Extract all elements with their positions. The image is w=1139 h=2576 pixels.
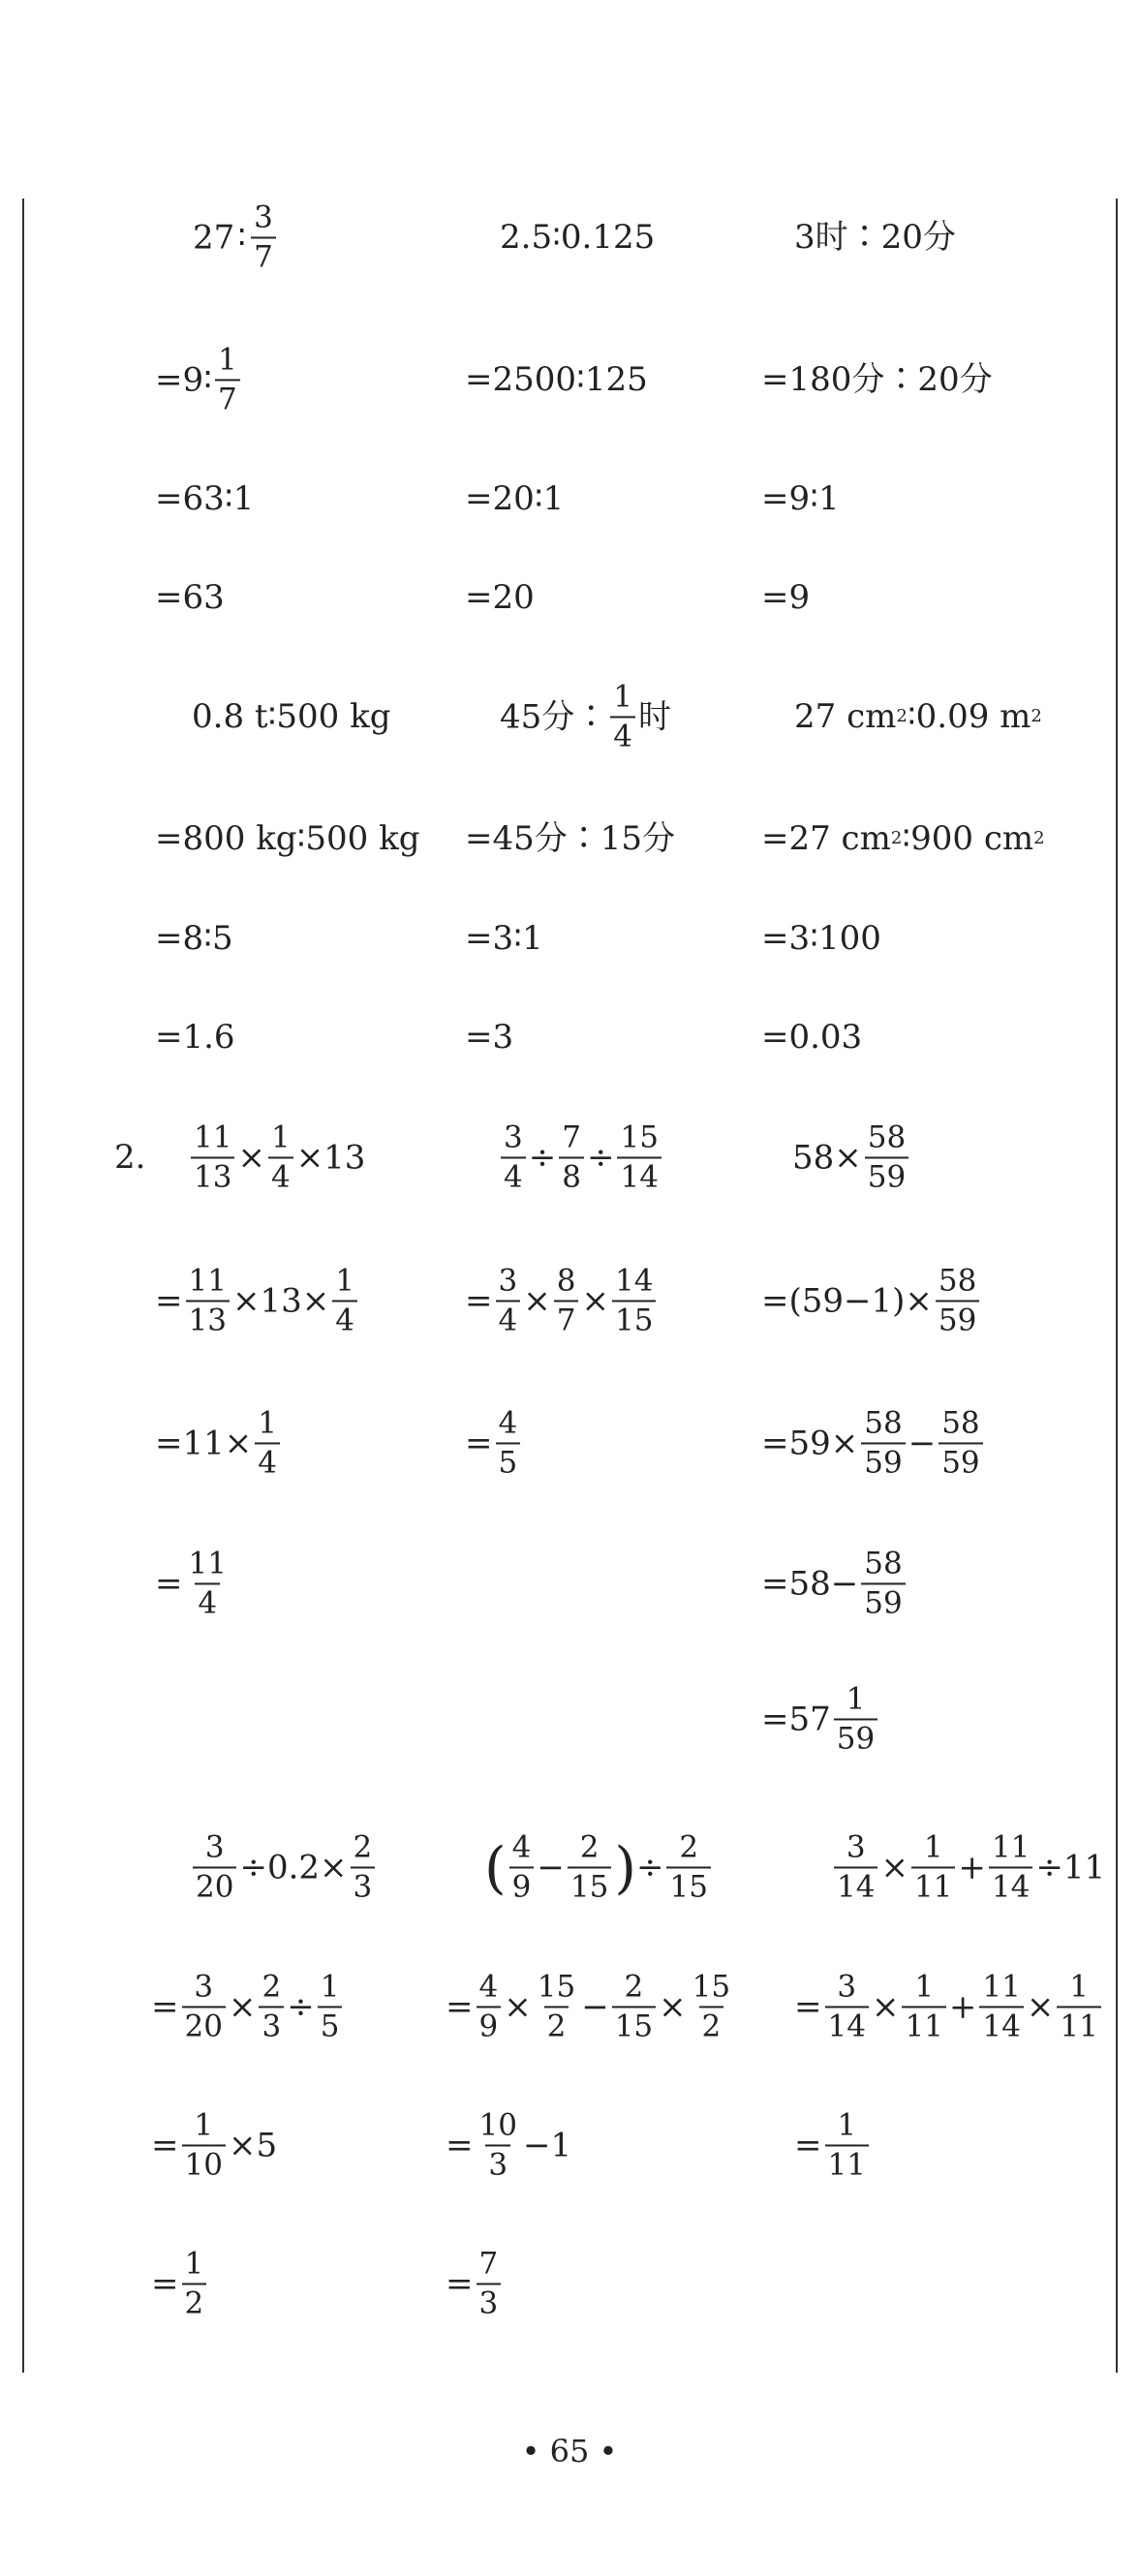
fraction: $\frac{1}{11}$ bbox=[825, 2109, 869, 2180]
result-ratio-1: =63 bbox=[155, 578, 225, 617]
expr-calc-3: 58× $\frac{58}{59}$ bbox=[792, 1121, 911, 1192]
fraction: $\frac{1}{4}$ bbox=[332, 1265, 357, 1335]
fraction: $\frac{58}{59}$ bbox=[936, 1265, 979, 1335]
step-calc-4-a: = $\frac{3}{20}$ × $\frac{2}{3}$ ÷ $\frac{1}{5}$ bbox=[151, 1971, 345, 2041]
fraction: $\frac{7}{3}$ bbox=[477, 2248, 502, 2318]
step-ratio-2-b: =20∶1 bbox=[465, 479, 565, 518]
fraction: $\frac{1}{4}$ bbox=[610, 681, 635, 751]
fraction: $\frac{3}{4}$ bbox=[496, 1265, 521, 1335]
fraction: $\frac{11}{13}$ bbox=[191, 1121, 234, 1192]
result-ratio-4: =1.6 bbox=[155, 1018, 235, 1057]
fraction: $\frac{2}{15}$ bbox=[666, 1831, 710, 1902]
step-ratio-3-a: =180分∶20分 bbox=[761, 360, 993, 399]
fraction: $\frac{58}{59}$ bbox=[861, 1407, 905, 1478]
fraction: $\frac{11}{4}$ bbox=[188, 1546, 227, 1620]
expr-calc-5: ( $\frac{4}{9}$ − $\frac{2}{15}$ ) ÷ $\frac{2}{15}$ bbox=[484, 1831, 714, 1902]
step-calc-3-b: =59× $\frac{58}{59}$ − $\frac{58}{59}$ bbox=[761, 1407, 986, 1478]
step-ratio-3-b: =9∶1 bbox=[761, 479, 840, 518]
question-number: 2. bbox=[114, 1138, 146, 1177]
fraction: $\frac{15}{2}$ bbox=[692, 1969, 731, 2043]
result-calc-3: =57 $\frac{1}{59}$ bbox=[761, 1683, 880, 1754]
left-margin-rule bbox=[22, 199, 24, 2373]
step-calc-4-b: = $\frac{1}{10}$ ×5 bbox=[151, 2107, 278, 2182]
result-calc-6: = $\frac{1}{11}$ bbox=[794, 2109, 872, 2180]
fraction: $\frac{11}{14}$ bbox=[979, 1971, 1023, 2041]
expr-calc-4: $\frac{3}{20}$ ÷0.2× $\frac{2}{3}$ bbox=[190, 1831, 378, 1902]
fraction: $\frac{2}{3}$ bbox=[259, 1971, 284, 2041]
fraction: $\frac{1}{11}$ bbox=[911, 1831, 955, 1902]
step-calc-1-b: =11× $\frac{1}{4}$ bbox=[155, 1407, 283, 1478]
fraction: $\frac{4}{5}$ bbox=[496, 1407, 521, 1478]
expr-ratio-2: 2.5∶0.125 bbox=[500, 218, 656, 257]
result-ratio-6: =0.03 bbox=[761, 1018, 863, 1057]
fraction: $\frac{3}{20}$ bbox=[193, 1831, 236, 1902]
fraction: $\frac{1}{11}$ bbox=[1057, 1971, 1100, 2041]
expr-ratio-1: 27 ∶ $\frac{3}{7}$ bbox=[192, 201, 279, 272]
result-ratio-2: =20 bbox=[465, 578, 535, 617]
fraction: $\frac{1}{11}$ bbox=[902, 1971, 945, 2041]
step-calc-3-c: =58− $\frac{58}{59}$ bbox=[761, 1548, 908, 1618]
fraction: $\frac{58}{59}$ bbox=[939, 1407, 982, 1478]
expr-calc-2: $\frac{3}{4}$ ÷ $\frac{7}{8}$ ÷ $\frac{15}{14}$ bbox=[498, 1121, 664, 1192]
fraction: $\frac{3}{4}$ bbox=[501, 1121, 526, 1192]
fraction: $\frac{1}{10}$ bbox=[182, 2109, 226, 2180]
step-ratio-6-a: =27 cm 2 ∶900 cm 2 bbox=[761, 819, 1045, 858]
result-calc-4: = $\frac{1}{2}$ bbox=[151, 2248, 209, 2318]
step-calc-5-b: = $\frac{10}{3}$ −1 bbox=[446, 2107, 572, 2182]
fraction: $\frac{11}{13}$ bbox=[186, 1265, 230, 1335]
expr-ratio-3: 3时∶20分 bbox=[794, 218, 956, 257]
fraction: $\frac{1}{5}$ bbox=[318, 1971, 343, 2041]
fraction: $\frac{2}{15}$ bbox=[612, 1971, 656, 2041]
step-ratio-2-a: =2500∶125 bbox=[465, 360, 648, 399]
fraction: $\frac{2}{15}$ bbox=[568, 1831, 611, 1902]
result-calc-5: = $\frac{7}{3}$ bbox=[446, 2248, 504, 2318]
fraction: $\frac{8}{7}$ bbox=[554, 1265, 579, 1335]
step-calc-3-a: =(59−1)× $\frac{58}{59}$ bbox=[761, 1265, 982, 1335]
expr-calc-6: $\frac{3}{14}$ × $\frac{1}{11}$ + $\frac{11}{14}$ ÷11 bbox=[831, 1831, 1105, 1902]
step-calc-2-a: = $\frac{3}{4}$ × $\frac{8}{7}$ × $\frac{14}{15}$ bbox=[465, 1265, 659, 1335]
page-number: • 65 • bbox=[521, 2433, 618, 2469]
expr-ratio-4: 0.8 t∶500 kg bbox=[192, 697, 391, 736]
fraction: $\frac{3}{7}$ bbox=[251, 201, 276, 272]
step-ratio-1-b: =63∶1 bbox=[155, 479, 255, 518]
fraction: $\frac{4}{9}$ bbox=[509, 1831, 535, 1902]
fraction: $\frac{15}{14}$ bbox=[617, 1121, 661, 1192]
step-calc-1-a: = $\frac{11}{13}$ ×13× $\frac{1}{4}$ bbox=[155, 1265, 360, 1335]
fraction: $\frac{11}{14}$ bbox=[989, 1831, 1032, 1902]
step-ratio-4-a: =800 kg∶500 kg bbox=[155, 819, 420, 858]
step-ratio-4-b: =8∶5 bbox=[155, 919, 233, 958]
expr-ratio-5: 45分∶ $\frac{1}{4}$ 时 bbox=[500, 679, 671, 753]
fraction: $\frac{3}{20}$ bbox=[182, 1971, 226, 2041]
result-ratio-3: =9 bbox=[761, 578, 811, 617]
fraction: $\frac{1}{59}$ bbox=[834, 1683, 877, 1754]
fraction: $\frac{1}{2}$ bbox=[182, 2248, 207, 2318]
fraction: $\frac{3}{14}$ bbox=[825, 1971, 869, 2041]
fraction: $\frac{1}{4}$ bbox=[255, 1407, 280, 1478]
result-calc-2: = $\frac{4}{5}$ bbox=[465, 1407, 523, 1478]
fraction: $\frac{7}{8}$ bbox=[559, 1121, 584, 1192]
right-margin-rule bbox=[1116, 199, 1118, 2373]
expr-ratio-6: 27 cm 2 ∶0.09 m 2 bbox=[794, 697, 1042, 736]
step-ratio-6-b: =3∶100 bbox=[761, 919, 881, 958]
fraction: $\frac{14}{15}$ bbox=[612, 1265, 656, 1335]
step-calc-5-a: = $\frac{4}{9}$ × $\frac{15}{2}$ − $\frac{2}{15}$ × $\frac{15}{2}$ bbox=[446, 1971, 736, 2041]
fraction: $\frac{10}{3}$ bbox=[478, 2107, 517, 2182]
expr-calc-1: $\frac{11}{13}$ × $\frac{1}{4}$ ×13 bbox=[188, 1121, 365, 1192]
step-ratio-5-b: =3∶1 bbox=[465, 919, 543, 958]
fraction: $\frac{4}{9}$ bbox=[477, 1971, 502, 2041]
fraction: $\frac{15}{2}$ bbox=[537, 1969, 576, 2043]
step-calc-6-a: = $\frac{3}{14}$ × $\frac{1}{11}$ + $\frac{11}{14}$ × $\frac{1}{11}$ bbox=[794, 1971, 1104, 2041]
fraction: $\frac{1}{7}$ bbox=[215, 344, 240, 414]
fraction: $\frac{3}{14}$ bbox=[834, 1831, 877, 1902]
result-ratio-5: =3 bbox=[465, 1018, 514, 1057]
fraction: $\frac{58}{59}$ bbox=[865, 1121, 908, 1192]
fraction: $\frac{58}{59}$ bbox=[861, 1548, 905, 1618]
fraction: $\frac{2}{3}$ bbox=[351, 1831, 376, 1902]
fraction: $\frac{1}{4}$ bbox=[268, 1121, 293, 1192]
step-ratio-1-a: =9∶ $\frac{1}{7}$ bbox=[155, 344, 243, 414]
result-calc-1: = $\frac{11}{4}$ bbox=[155, 1548, 232, 1618]
step-ratio-5-a: =45分∶15分 bbox=[465, 819, 676, 858]
